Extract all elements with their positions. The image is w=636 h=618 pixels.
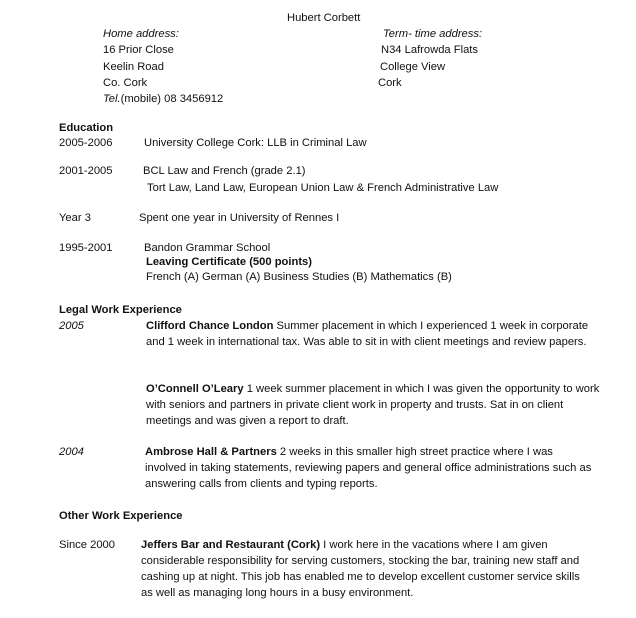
telephone-line bbox=[103, 91, 223, 107]
education-detail: BCL Law and French (grade 2.1) bbox=[143, 165, 306, 177]
legal-work-entry bbox=[145, 444, 597, 492]
telephone-value: (mobile) 08 3456912 bbox=[120, 93, 224, 105]
education-subjects: French (A) German (A) Business Studies (B) Mathematics (B) bbox=[146, 271, 452, 283]
telephone-label: Tel. bbox=[103, 93, 121, 105]
employer-name: Ambrose Hall & Partners bbox=[145, 446, 277, 458]
education-date: 2001-2005 bbox=[59, 165, 113, 177]
employer-name: O’Connell O’Leary bbox=[146, 383, 244, 395]
cv-name: Hubert Corbett bbox=[287, 12, 361, 24]
education-detail: Bandon Grammar School bbox=[144, 242, 271, 254]
legal-work-date: 2004 bbox=[59, 446, 84, 458]
legal-work-entry bbox=[146, 381, 606, 429]
education-detail: Spent one year in University of Rennes I bbox=[139, 212, 340, 224]
other-work-entry bbox=[141, 537, 586, 601]
other-work-heading: Other Work Experience bbox=[59, 510, 183, 522]
employer-description: I work here in the vacations where I am given considerable responsibility for serving customers, stocking the bar, training new staff and cashing up at night. This job has enabled me to develop excellent customer service skills as well as managing long hours in a busy environment. bbox=[141, 539, 580, 599]
employer-name: Jeffers Bar and Restaurant (Cork) bbox=[141, 539, 321, 551]
home-address-line: Co. Cork bbox=[103, 77, 148, 89]
education-detail: University College Cork: LLB in Criminal Law bbox=[144, 137, 367, 149]
education-date: 1995-2001 bbox=[59, 242, 113, 254]
term-address-line: Cork bbox=[378, 77, 402, 89]
home-address-heading: Home address: bbox=[103, 28, 179, 40]
employer-description: 1 week summer placement in which I was given the opportunity to work with seniors and partners in private client work in property and trusts. Sat in on client meetings and was given a report to draft. bbox=[146, 383, 600, 427]
legal-work-heading: Legal Work Experience bbox=[59, 304, 182, 316]
home-address-line: 16 Prior Close bbox=[103, 44, 174, 56]
term-address-heading: Term- time address: bbox=[383, 28, 483, 40]
education-date: Year 3 bbox=[59, 212, 91, 224]
term-address-line: College View bbox=[380, 61, 446, 73]
employer-name: Clifford Chance London bbox=[146, 320, 274, 332]
education-subjects: Tort Law, Land Law, European Union Law & French Administrative Law bbox=[147, 182, 499, 194]
term-address-line: N34 Lafrowda Flats bbox=[381, 44, 479, 56]
leaving-certificate: Leaving Certificate (500 points) bbox=[146, 256, 312, 268]
other-work-date: Since 2000 bbox=[59, 539, 115, 551]
legal-work-entry bbox=[146, 318, 594, 350]
education-date: 2005-2006 bbox=[59, 137, 113, 149]
legal-work-date: 2005 bbox=[59, 320, 84, 332]
employer-description: Summer placement in which I experienced 1 week in corporate and 1 week in international tax. Was able to sit in with client meetings and review papers. bbox=[146, 320, 589, 348]
education-heading: Education bbox=[59, 122, 114, 134]
employer-description: 2 weeks in this smaller high street practice where I was involved in taking statements, reviewing papers and general office administrations such as answering calls from clients and typing reports. bbox=[145, 446, 592, 490]
home-address-line: Keelin Road bbox=[103, 61, 164, 73]
